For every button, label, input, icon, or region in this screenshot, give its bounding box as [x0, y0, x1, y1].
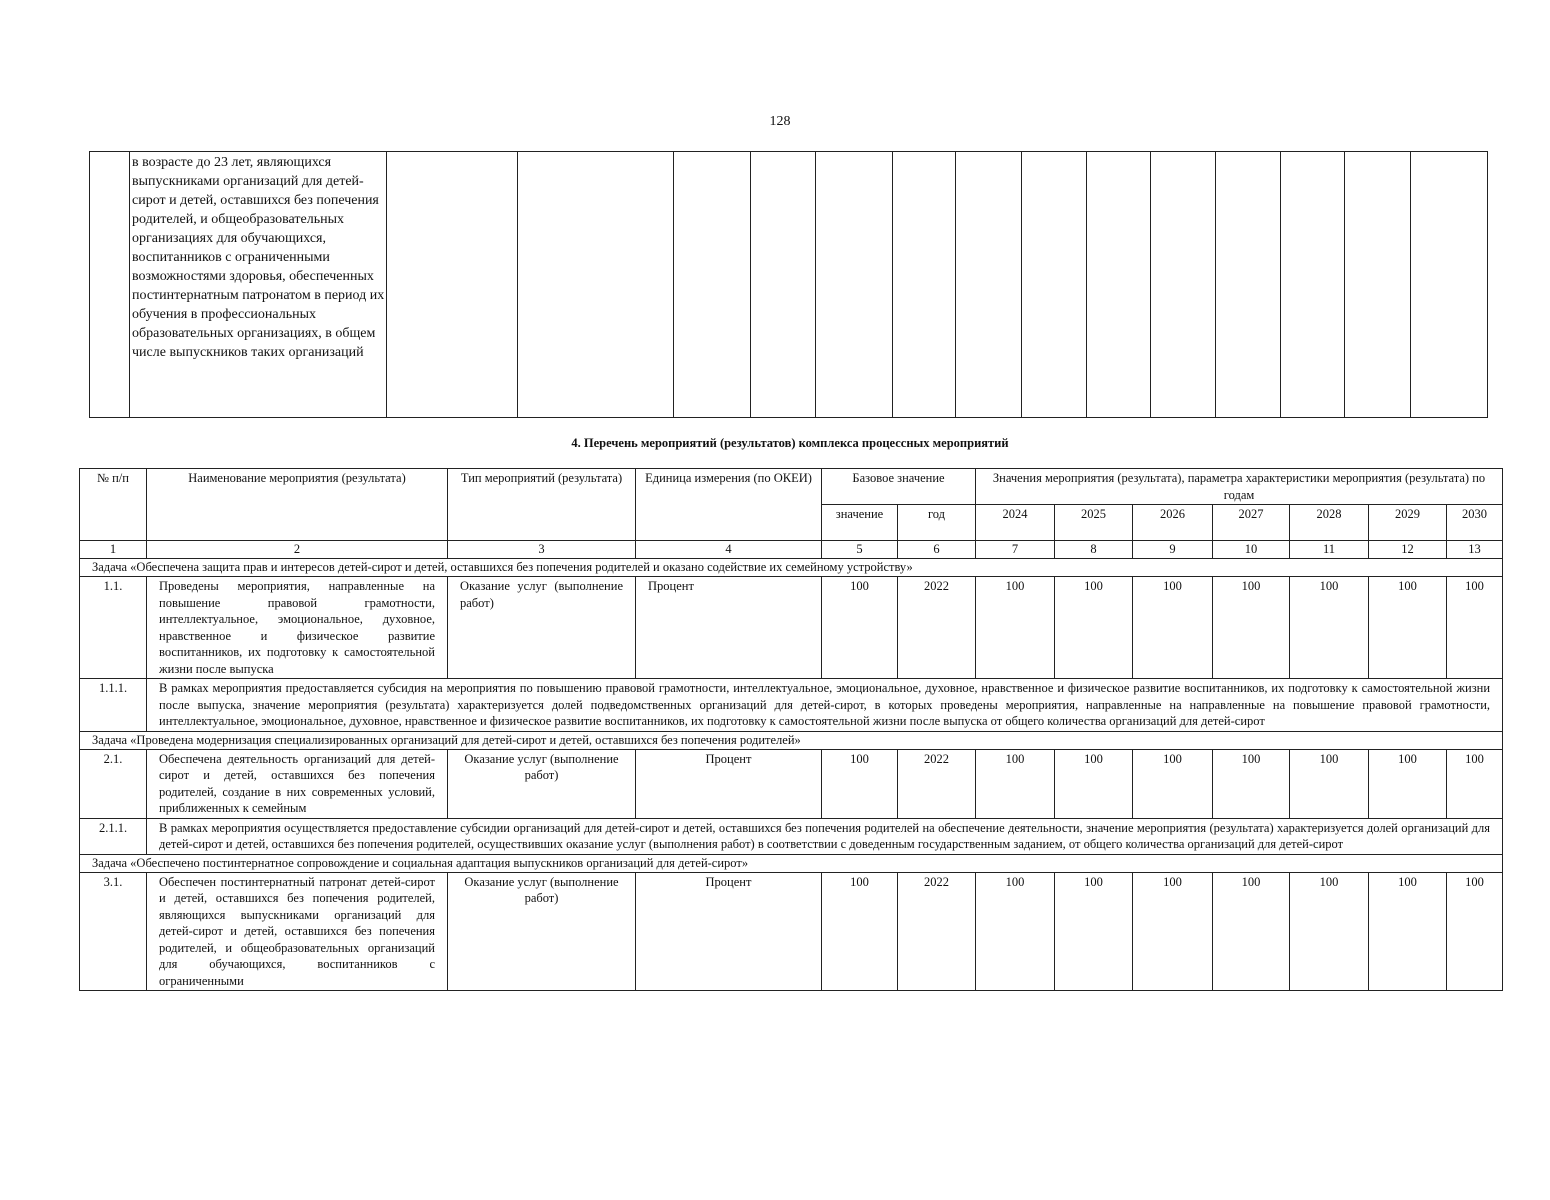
item-value: 100	[1369, 749, 1447, 818]
header-year: 2025	[1055, 505, 1133, 541]
item-value: 100	[1133, 749, 1213, 818]
column-number: 5	[822, 541, 898, 559]
item-base-value: 100	[822, 577, 898, 679]
table-row	[80, 749, 1503, 818]
column-number: 1	[80, 541, 147, 559]
item-name: Обеспечена деятельность организаций для детей-сирот и детей, оставшихся без попечения родителей, создание в них современных условий, приближенных к семейным	[147, 749, 448, 818]
task-title: Задача «Обеспечено постинтернатное сопровождение и социальная адаптация выпускников организаций для детей-сирот»	[80, 854, 1503, 872]
item-value: 100	[1290, 577, 1369, 679]
item-value: 100	[1447, 872, 1503, 991]
item-value: 100	[1055, 872, 1133, 991]
item-value: 100	[1055, 577, 1133, 679]
column-number: 10	[1213, 541, 1290, 559]
item-base-year: 2022	[898, 872, 976, 991]
item-base-value: 100	[822, 872, 898, 991]
item-type: Оказание услуг (выполнение работ)	[448, 749, 636, 818]
continuation-row	[90, 152, 1488, 418]
item-base-value: 100	[822, 749, 898, 818]
header-year: 2024	[976, 505, 1055, 541]
section-title: 4. Перечень мероприятий (результатов) комплекса процессных мероприятий	[571, 436, 1009, 450]
item-value: 100	[1369, 577, 1447, 679]
table-row	[80, 679, 1503, 732]
item-value: 100	[1369, 872, 1447, 991]
item-value: 100	[976, 872, 1055, 991]
column-number: 7	[976, 541, 1055, 559]
events-table	[79, 468, 1503, 991]
header-year: 2027	[1213, 505, 1290, 541]
table-row	[80, 818, 1503, 854]
sub-text: В рамках мероприятия осуществляется предоставление субсидии организаций для детей-сирот и детей, оставшихся без попечения родителей на обеспечение деятельности, значение мероприятия (результата) характеризуется долей организаций для детей-сирот и детей, оставшихся без попечения родителей, осуществивших оказание услуг (выполнения работ) в соответствии с доведенным государственным заданием, от общего количества организаций для детей-сирот	[147, 818, 1503, 854]
task-row	[80, 559, 1503, 577]
item-value: 100	[1290, 749, 1369, 818]
column-number: 6	[898, 541, 976, 559]
item-num: 3.1.	[80, 872, 147, 991]
header-row	[80, 469, 1503, 505]
header-type: Тип мероприятий (результата)	[448, 469, 636, 541]
item-value: 100	[1447, 749, 1503, 818]
column-number: 8	[1055, 541, 1133, 559]
header-base-year: год	[898, 505, 976, 541]
task-row	[80, 731, 1503, 749]
item-value: 100	[1213, 872, 1290, 991]
header-base-value: значение	[822, 505, 898, 541]
header-year: 2029	[1369, 505, 1447, 541]
item-num: 2.1.	[80, 749, 147, 818]
item-value: 100	[1055, 749, 1133, 818]
item-unit: Процент	[636, 749, 822, 818]
item-value: 100	[1290, 872, 1369, 991]
header-values: Значения мероприятия (результата), параметра характеристики мероприятия (результата) по годам	[976, 469, 1503, 505]
column-number: 4	[636, 541, 822, 559]
column-number: 3	[448, 541, 636, 559]
column-number: 12	[1369, 541, 1447, 559]
table-row	[80, 577, 1503, 679]
table-row	[80, 872, 1503, 991]
item-value: 100	[1133, 872, 1213, 991]
task-title: Задача «Обеспечена защита прав и интересов детей-сирот и детей, оставшихся без попечения родителей и оказано содействие их семейному устройству»	[80, 559, 1503, 577]
continuation-text: в возрасте до 23 лет, являющихся выпускниками организаций для детей-сирот и детей, оставшихся без попечения родителей, и общеобразовательных организациях для обучающихся, воспитанников с ограниченными возможностями здоровья, обеспеченных постинтернатным патронатом в период их обучения в профессиональных образовательных организациях, в общем числе выпускников таких организаций	[132, 155, 385, 360]
column-number: 9	[1133, 541, 1213, 559]
item-value: 100	[1213, 577, 1290, 679]
task-row	[80, 854, 1503, 872]
column-numbers-row	[80, 541, 1503, 559]
sub-num: 2.1.1.	[80, 818, 147, 854]
sub-num: 1.1.1.	[80, 679, 147, 732]
column-number: 2	[147, 541, 448, 559]
item-unit: Процент	[636, 577, 822, 679]
column-number: 13	[1447, 541, 1503, 559]
header-unit: Единица измерения (по ОКЕИ)	[636, 469, 822, 541]
header-base: Базовое значение	[822, 469, 976, 505]
item-value: 100	[1213, 749, 1290, 818]
item-type: Оказание услуг (выполнение работ)	[448, 577, 636, 679]
item-base-year: 2022	[898, 577, 976, 679]
continuation-table	[89, 151, 1488, 418]
header-year: 2026	[1133, 505, 1213, 541]
header-num: № п/п	[80, 469, 147, 541]
item-num: 1.1.	[80, 577, 147, 679]
header-year: 2028	[1290, 505, 1369, 541]
task-title: Задача «Проведена модернизация специализированных организаций для детей-сирот и детей, оставшихся без попечения родителей»	[80, 731, 1503, 749]
header-year: 2030	[1447, 505, 1503, 541]
item-value: 100	[1447, 577, 1503, 679]
header-name: Наименование мероприятия (результата)	[147, 469, 448, 541]
item-value: 100	[976, 577, 1055, 679]
item-unit: Процент	[636, 872, 822, 991]
item-name: Обеспечен постинтернатный патронат детей-сирот и детей, оставшихся без попечения родителей, являющихся выпускниками организаций для детей-сирот и детей, оставшихся без попечения родителей, и общеобразовательных организаций для обучающихся, воспитанников с ограниченными	[147, 872, 448, 991]
page-number: 128	[769, 114, 791, 129]
item-name: Проведены мероприятия, направленные на повышение правовой грамотности, интеллектуальное, эмоциональное, духовное, нравственное и физическое развитие воспитанников, их подготовку к самостоятельной жизни после выпуска	[147, 577, 448, 679]
item-value: 100	[1133, 577, 1213, 679]
item-value: 100	[976, 749, 1055, 818]
sub-text: В рамках мероприятия предоставляется субсидия на мероприятия по повышению правовой грамотности, интеллектуальное, эмоциональное, духовное, нравственное и физическое развитие воспитанников, их подготовку к самостоятельной жизни после выпуска, значение мероприятия (результата) характеризуется долей подведомственных организаций для детей-сирот, в которых проведены мероприятия, направленные на направленные на повышение правовой грамотности, интеллектуальное, эмоциональное, духовное, нравственное и физическое развитие воспитанников, их подготовку к самостоятельной жизни после выпуска от общего количества организаций для детей-сирот	[147, 679, 1503, 732]
item-type: Оказание услуг (выполнение работ)	[448, 872, 636, 991]
column-number: 11	[1290, 541, 1369, 559]
item-base-year: 2022	[898, 749, 976, 818]
